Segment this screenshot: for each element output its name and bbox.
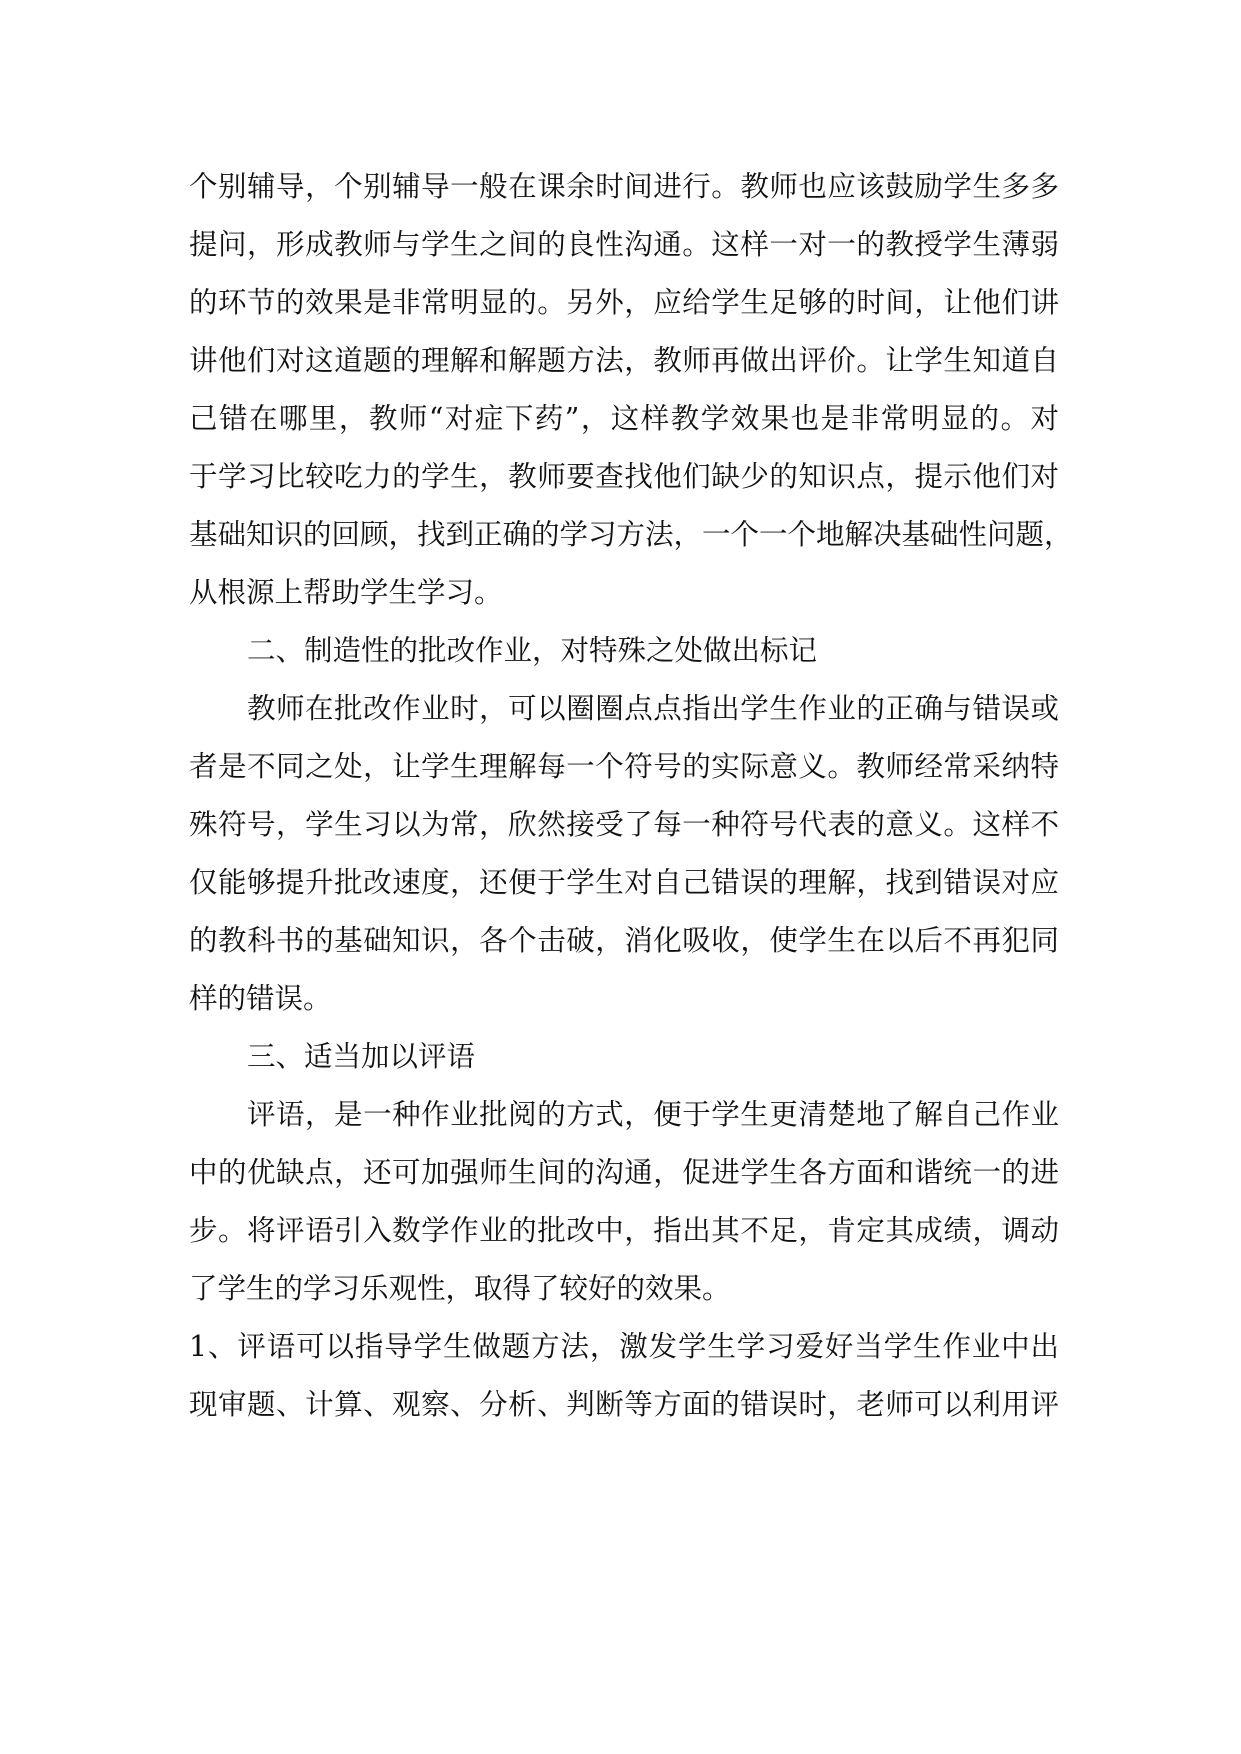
text-line: 步。将评语引入数学作业的批改中，指出其不足，肯定其成绩，调动 (189, 1214, 1059, 1247)
section-heading: 二、制造性的批改作业，对特殊之处做出标记 (247, 634, 818, 667)
text-line: 殊符号，学生习以为常，欣然接受了每一种符号代表的意义。这样不 (189, 808, 1059, 841)
text-line: 现审题、计算、观察、分析、判断等方面的错误时，老师可以利用评 (189, 1388, 1059, 1421)
text-line: 样的错误。 (189, 982, 332, 1015)
document-body (189, 158, 1073, 1434)
text-line: 中的优缺点，还可加强师生间的沟通，促进学生各方面和谐统一的进 (189, 1156, 1059, 1189)
section-heading: 三、适当加以评语 (247, 1040, 476, 1073)
paragraph-first-line: 评语，是一种作业批阅的方式，便于学生更清楚地了解自己作业 (247, 1098, 1059, 1131)
text-line: 个别辅导，个别辅导一般在课余时间进行。教师也应该鼓励学生多多 (189, 170, 1059, 203)
paragraph-first-line: 教师在批改作业时，可以圈圈点点指出学生作业的正确与错误或 (247, 692, 1059, 725)
text-line: 己错在哪里，教师“对症下药”，这样教学效果也是非常明显的。对 (189, 402, 1059, 435)
text-line: 的环节的效果是非常明显的。另外，应给学生足够的时间，让他们讲 (189, 286, 1059, 319)
text-line: 于学习比较吃力的学生，教师要查找他们缺少的知识点，提示他们对 (189, 460, 1059, 493)
text-line: 者是不同之处，让学生理解每一个符号的实际意义。教师经常采纳特 (189, 750, 1059, 783)
text-line: 仅能够提升批改速度，还便于学生对自己错误的理解，找到错误对应 (189, 866, 1059, 899)
text-line: 从根源上帮助学生学习。 (189, 576, 503, 609)
text-line: 了学生的学习乐观性，取得了较好的效果。 (189, 1272, 731, 1305)
text-line: 提问，形成教师与学生之间的良性沟通。这样一对一的教授学生薄弱 (189, 228, 1059, 261)
text-line: 的教科书的基础知识，各个击破，消化吸收，使学生在以后不再犯同 (189, 924, 1059, 957)
list-item-first-line: 1、评语可以指导学生做题方法，激发学生学习爱好当学生作业中出 (189, 1330, 1059, 1363)
text-line: 讲他们对这道题的理解和解题方法，教师再做出评价。让学生知道自 (189, 344, 1059, 377)
text-line: 基础知识的回顾，找到正确的学习方法，一个一个地解决基础性问题， (189, 518, 1073, 551)
